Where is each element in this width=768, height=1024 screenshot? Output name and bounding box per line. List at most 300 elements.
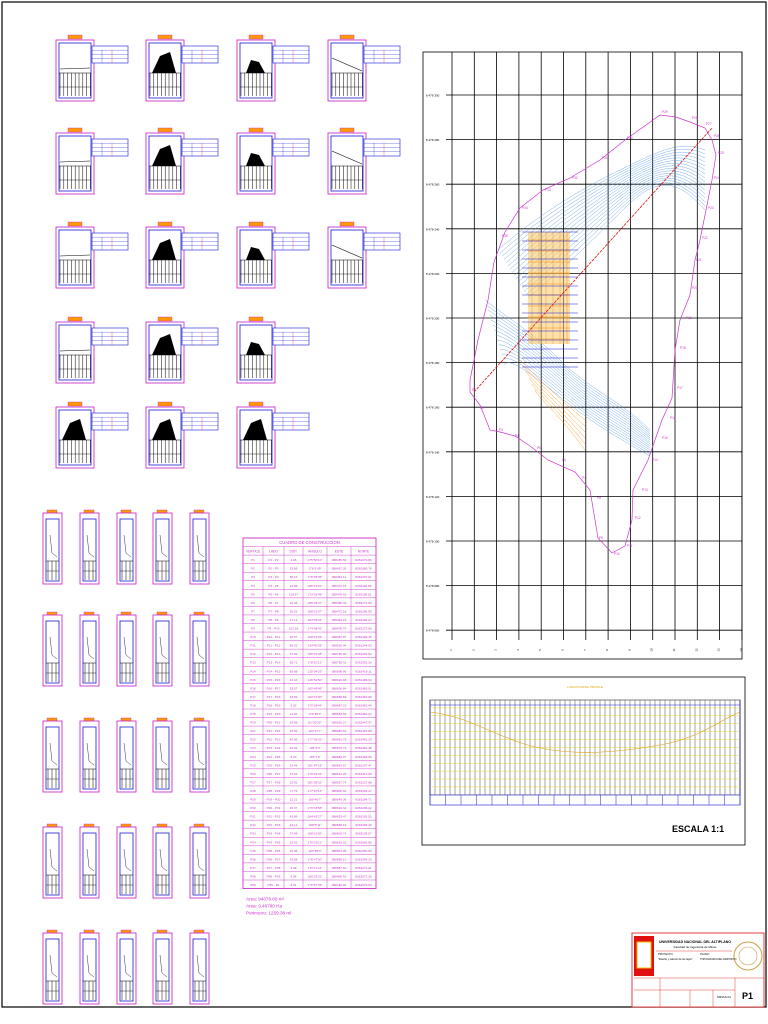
table-cell: P13 - P14 xyxy=(266,660,281,665)
table-cell: P30 - P31 xyxy=(266,806,281,811)
table-cell: 4.06 xyxy=(290,558,297,563)
easting-label: 2 xyxy=(471,649,476,651)
table-cell: 172°28'44" xyxy=(307,703,323,708)
table-cell: 388649.36 xyxy=(331,797,347,802)
table-cell: 388619.34 xyxy=(331,806,347,811)
cross-section xyxy=(146,128,218,194)
northing-label: 8 478 100 xyxy=(426,539,440,544)
table-cell: 388684.07 xyxy=(331,754,347,759)
table-cell: P34 xyxy=(250,840,256,845)
table-cell: 388728.90 xyxy=(331,652,347,657)
table-cell: 8281199.47 xyxy=(355,788,372,793)
table-cell: 160°19'30" xyxy=(307,694,323,699)
table-cell: P16 - P17 xyxy=(266,686,281,691)
table-cell: 8281299.45 xyxy=(355,635,372,640)
table-cell: P27 - P28 xyxy=(266,780,281,785)
table-cell: 181°38'33" xyxy=(307,780,323,785)
table-cell: 388567.50 xyxy=(331,865,347,870)
table-cell: 8281275.65 xyxy=(355,626,372,631)
cross-section xyxy=(328,35,400,101)
table-cell: 178°1'49" xyxy=(308,566,322,571)
faculty-name: Facultad de Ingenieria de Minas xyxy=(673,945,717,949)
plan-label: PLANO: xyxy=(700,953,710,956)
table-cell: 8281392.26 xyxy=(355,660,372,665)
table-cell: P8 xyxy=(251,617,255,622)
table-cell: 388486.46 xyxy=(331,600,347,605)
table-cell: P16 xyxy=(250,686,256,691)
table-cell: 15.35 xyxy=(289,848,298,853)
table-cell: 8281447.47 xyxy=(355,720,372,725)
table-cell: 37.02 xyxy=(289,652,298,657)
table-cell: P31 - P32 xyxy=(266,814,281,819)
easting-label: 11 xyxy=(672,648,676,652)
table-cell: 8281118.86 xyxy=(355,583,372,588)
table-cell: 8281186.99 xyxy=(355,609,372,614)
easting-label: 14 xyxy=(738,648,743,652)
table-cell: P2 xyxy=(251,566,255,571)
table-cell: P3 xyxy=(251,575,255,580)
easting-label: 3 xyxy=(493,649,498,651)
vertex-label: P28 xyxy=(692,116,698,120)
sheet-number: P1 xyxy=(742,991,754,1001)
table-header: ANGULO xyxy=(308,549,322,554)
table-cell: 135°34'25" xyxy=(307,669,323,674)
section-tag xyxy=(68,128,82,132)
vertex-label: P6 xyxy=(562,458,566,462)
table-cell: P4 - P5 xyxy=(268,583,279,588)
table-cell: 176°47'50" xyxy=(307,857,323,862)
northing-label: 8 478 140 xyxy=(426,450,440,455)
table-cell: 388437.35 xyxy=(331,566,347,571)
table-cell: 8281313.60 xyxy=(355,771,372,776)
table-cell: 8281488.64 xyxy=(355,677,372,682)
vertex-label: P30 xyxy=(627,136,633,140)
cross-section xyxy=(56,222,128,288)
table-cell: 23.52 xyxy=(289,729,298,734)
table-cell: 8281082.86 xyxy=(355,840,372,845)
table-cell: P25 xyxy=(250,763,256,768)
vertex-label: P15 xyxy=(662,436,668,440)
table-cell: P31 xyxy=(250,814,256,819)
table-cell: 180°33'22" xyxy=(307,874,323,879)
table-cell: P38 xyxy=(250,874,256,879)
table-cell: 388472.18 xyxy=(331,583,347,588)
table-cell: 15.07 xyxy=(289,806,298,811)
table-cell: 183°1'6" xyxy=(309,754,321,759)
table-cell: 184°47'7" xyxy=(308,729,322,734)
table-cell: P17 xyxy=(250,694,256,699)
table-cell: 388600.92 xyxy=(331,788,347,793)
longitudinal-profile xyxy=(422,677,745,845)
vertex-label: P33 xyxy=(545,188,551,192)
table-cell: 388496.92 xyxy=(331,874,347,879)
table-cell: 8281184.71 xyxy=(355,797,372,802)
table-cell: 388667.22 xyxy=(331,703,347,708)
table-cell: 8281079.63 xyxy=(355,883,372,887)
mini-section xyxy=(80,824,99,898)
mini-section xyxy=(153,510,172,584)
table-cell: 388435.56 xyxy=(331,558,347,563)
table-cell: P25 - P26 xyxy=(266,763,281,768)
table-cell: P37 - P38 xyxy=(266,865,281,870)
title-block xyxy=(632,933,764,1007)
vertex-label: P1 xyxy=(472,388,476,392)
section-tag xyxy=(340,128,354,132)
table-cell: 165°49'49" xyxy=(307,686,323,691)
section-tag xyxy=(158,35,172,39)
vertex-label: P34 xyxy=(522,206,528,210)
vertex-label: P13 xyxy=(642,488,648,492)
vertex-label: P14 xyxy=(652,458,658,462)
table-cell: P8 - P9 xyxy=(268,617,279,622)
table-cell: 176°35'35" xyxy=(307,575,323,580)
table-cell: 388636.84 xyxy=(331,686,347,691)
table-cell: 388627.74 xyxy=(331,780,347,785)
table-cell: 179°24'44" xyxy=(307,771,323,776)
profile-title: LONGITUDINAL PROFILE xyxy=(567,685,603,689)
mini-section xyxy=(190,718,209,792)
table-cell: 37.62 xyxy=(289,771,298,776)
table-cell: 8281079.86 xyxy=(355,558,372,563)
cross-section xyxy=(237,402,309,468)
table-cell: P19 - P20 xyxy=(266,712,281,716)
plan-frame xyxy=(423,52,742,659)
cross-section xyxy=(56,35,128,101)
scale-label: ESCALA 1:1 xyxy=(672,824,725,834)
section-tag xyxy=(340,222,354,226)
northing-label: 8 478 180 xyxy=(426,361,440,366)
table-cell: 45.66 xyxy=(289,737,298,742)
vertex-label: P3 xyxy=(499,428,503,432)
table-cell: 388691.75 xyxy=(331,737,347,742)
table-cell: 36.16 xyxy=(289,575,298,580)
table-cell: 388451.11 xyxy=(331,575,347,580)
cross-section xyxy=(146,317,218,383)
section-tag xyxy=(68,317,82,321)
easting-label: 9 xyxy=(627,649,632,651)
project-label: PROYECTO: xyxy=(658,953,674,956)
table-cell: 11.26 xyxy=(289,712,298,716)
table-cell: 23.59 xyxy=(289,694,298,699)
section-tag xyxy=(158,128,172,132)
table-cell: 176°11'12" xyxy=(307,865,323,870)
table-cell: 177°10'13" xyxy=(307,788,323,793)
table-cell: 180°40'7" xyxy=(308,797,322,802)
table-cell: P21 xyxy=(250,729,256,734)
table-cell: 158°14'49" xyxy=(307,635,323,640)
table-cell: 173°31'49" xyxy=(307,592,323,597)
table-cell: 17.76 xyxy=(289,788,298,793)
table-cell: 134°40'29" xyxy=(307,643,323,648)
table-cell: 388478.63 xyxy=(331,592,347,597)
vertex-label: P12 xyxy=(635,516,641,520)
table-cell: 174°38'41" xyxy=(307,626,323,631)
section-tag xyxy=(340,35,354,39)
table-cell: P1 xyxy=(251,558,255,563)
table-cell: 176°18'58" xyxy=(307,806,323,811)
mini-section xyxy=(43,930,62,1004)
mini-section xyxy=(117,718,136,792)
table-cell: P12 xyxy=(250,652,256,657)
northing-label: 8 478 120 xyxy=(426,494,440,499)
table-cell: 8281054.25 xyxy=(355,857,372,862)
vertex-label: P22 xyxy=(702,236,708,240)
table-cell: 178°10'13" xyxy=(307,660,323,665)
table-cell: P6 - P7 xyxy=(268,600,279,605)
table-cell: 8281237.88 xyxy=(355,780,372,785)
table-cell: 388658.59 xyxy=(331,694,347,699)
easting-label: 4 xyxy=(515,649,520,651)
mini-section xyxy=(43,612,62,686)
table-cell: P14 - P15 xyxy=(266,669,281,674)
table-cell: 8281401.30 xyxy=(355,737,372,742)
section-tag xyxy=(158,222,172,226)
table-cell: P38 - P39 xyxy=(266,874,281,879)
table-cell: P2 - P3 xyxy=(268,566,279,571)
table-cell: 26.58 xyxy=(289,720,298,725)
table-cell: P12 - P13 xyxy=(266,652,281,657)
block-model xyxy=(528,232,570,344)
cross-section xyxy=(56,317,128,383)
table-cell: P20 xyxy=(250,720,256,725)
table-cell: 8281097.61 xyxy=(355,575,372,580)
section-tag xyxy=(68,35,82,39)
table-cell: 388603.74 xyxy=(331,831,347,836)
table-cell: 13.43 xyxy=(289,677,298,682)
logo-shield-icon xyxy=(637,942,651,968)
table-header: DIST. xyxy=(289,549,298,554)
mini-section xyxy=(43,824,62,898)
cross-section xyxy=(56,402,128,468)
table-cell: P9 xyxy=(251,626,255,631)
table-cell: 8281169.40 xyxy=(355,823,372,828)
vertex-label: P25 xyxy=(718,151,724,155)
table-cell: 8281155.55 xyxy=(355,814,372,819)
table-cell: P33 - P34 xyxy=(266,831,281,836)
university-name: UNIVERSIDAD NACIONAL DEL ALTIPLANO xyxy=(658,940,732,944)
easting-label: 5 xyxy=(538,649,543,651)
table-cell: 6.52 xyxy=(290,703,297,708)
table-cell: 388726.41 xyxy=(331,660,347,665)
table-cell: 184°6'3" xyxy=(309,746,321,751)
table-cell: 183°58'0" xyxy=(308,848,322,853)
table-cell: P39 - P1 xyxy=(267,883,280,887)
mini-section xyxy=(43,510,62,584)
section-tag xyxy=(249,128,263,132)
table-cell: 8281462.44 xyxy=(355,703,372,708)
table-cell: P26 - P27 xyxy=(266,771,281,776)
vertex-label: P23 xyxy=(708,206,714,210)
table-cell: 146°52'50" xyxy=(307,677,323,682)
vertex-label: P20 xyxy=(692,286,698,290)
table-cell: 8281418.11 xyxy=(355,669,372,674)
table-cell: P5 xyxy=(251,592,255,597)
table-cell: 8281332.52 xyxy=(355,652,372,657)
table-cell: 388526.44 xyxy=(331,643,347,648)
table-cell: 8281206.22 xyxy=(355,806,372,811)
table-cell: 388601.95 xyxy=(331,848,347,853)
table-cell: 177°39'33" xyxy=(307,737,323,742)
vertex-label: P24 xyxy=(714,176,720,180)
table-cell: P32 xyxy=(250,823,256,828)
table-cell: P24 - P25 xyxy=(266,754,281,759)
table-cell: 388493.22 xyxy=(331,617,347,622)
mini-sections-group xyxy=(43,510,209,1004)
table-header: VERTICE xyxy=(245,549,261,554)
table-header: LADO xyxy=(269,549,278,554)
table-cell: P32 - P33 xyxy=(266,823,281,828)
cross-section xyxy=(146,222,218,288)
northing-label: 8 478 080 xyxy=(426,584,440,589)
table-cell: P35 - P36 xyxy=(266,848,281,853)
table-cell: 8281337.47 xyxy=(355,763,372,768)
table-cell: 17.12 xyxy=(289,617,298,622)
table-cell: 388679.79 xyxy=(331,746,347,751)
table-cell: 43.06 xyxy=(289,814,298,819)
table-cell: 16.82 xyxy=(289,746,298,751)
table-cell: 8281452.23 xyxy=(355,712,372,716)
vertex-label: P26 xyxy=(714,134,720,138)
table-cell: 8281423.88 xyxy=(355,729,372,734)
table-cell: P4 xyxy=(251,583,255,588)
easting-label: 8 xyxy=(605,649,610,651)
cross-section xyxy=(56,128,128,194)
table-cell: 8281344.02 xyxy=(355,643,372,648)
vertex-label: P8 xyxy=(597,496,601,500)
section-tag xyxy=(158,317,172,321)
table-cell: 388668.19 xyxy=(331,823,347,828)
table-cell: P14 xyxy=(250,669,256,674)
table-cell: 85.32 xyxy=(289,643,298,648)
table-cell: 8281368.65 xyxy=(355,754,372,759)
table-cell: 8281174.80 xyxy=(355,600,372,605)
table-cell: 188°21'57" xyxy=(307,609,323,614)
table-cell: 12.21 xyxy=(289,797,298,802)
northing-label: 8 478 260 xyxy=(426,182,440,187)
table-cell: P23 - P24 xyxy=(266,746,281,751)
table-cell: P1 - P2 xyxy=(268,558,279,563)
mini-section xyxy=(190,612,209,686)
table-cell: 8281050.83 xyxy=(355,848,372,853)
construction-table xyxy=(243,538,376,916)
table-cell: 388623.47 xyxy=(331,814,347,819)
mini-section xyxy=(117,824,136,898)
area-ha: Area: 9.46780 Ha xyxy=(246,903,283,909)
table-cell: P19 xyxy=(250,712,256,716)
table-cell: P28 - P29 xyxy=(266,788,281,793)
table-cell: P23 xyxy=(250,746,256,751)
vertex-label: P4 xyxy=(515,434,519,438)
mini-section xyxy=(43,718,62,792)
table-cell: 388598.96 xyxy=(331,669,347,674)
northing-label: 8 478 220 xyxy=(426,271,440,276)
vertex-label: P16 xyxy=(670,416,676,420)
table-cell: P36 xyxy=(250,857,256,862)
cross-section xyxy=(237,317,309,383)
mini-section xyxy=(190,510,209,584)
vertex-label: P17 xyxy=(677,386,683,390)
mini-section xyxy=(190,930,209,1004)
table-cell: 8281072.26 xyxy=(355,874,372,879)
easting-label: 10 xyxy=(649,648,654,652)
table-cell: 8281463.60 xyxy=(355,694,372,699)
table-cell: 184°49'24" xyxy=(307,617,323,622)
table-cell: 388472.18 xyxy=(331,609,347,614)
mini-section xyxy=(117,510,136,584)
cross-section xyxy=(146,35,218,101)
profile-body xyxy=(430,700,740,805)
mini-section xyxy=(80,718,99,792)
easting-label: 12 xyxy=(694,648,699,652)
table-cell: P34 - P35 xyxy=(266,840,281,845)
northing-label: 8 478 160 xyxy=(426,405,440,410)
vertex-label: P18 xyxy=(680,346,686,350)
table-cell: P18 xyxy=(250,703,256,708)
table-cell: 5.54 xyxy=(290,874,297,879)
table-cell: 8281138.57 xyxy=(355,831,372,836)
project-text: "Diseño y calculo de los tajos" xyxy=(658,958,693,961)
table-cell: 56.68 xyxy=(289,669,298,674)
table-cell: 118.57 xyxy=(288,592,299,597)
table-cell: 388686.52 xyxy=(331,729,347,734)
cross-section xyxy=(237,128,309,194)
vertex-label: P19 xyxy=(686,316,692,320)
section-tag xyxy=(158,402,172,406)
easting-label: 6 xyxy=(560,649,565,651)
vertex-label: P11 xyxy=(627,544,633,548)
table-header: NORTE xyxy=(357,549,370,554)
mini-section xyxy=(153,824,172,898)
section-tag xyxy=(68,222,82,226)
vertex-label: P5 xyxy=(537,446,541,450)
table-cell: 388663.57 xyxy=(331,763,347,768)
table-cell: P11 xyxy=(250,643,256,648)
cross-section xyxy=(237,222,309,288)
plan-text: TOPOGRAFIA DEL DEPOSITO xyxy=(700,958,737,961)
cross-section xyxy=(237,35,309,101)
table-cell: 23.03 xyxy=(289,840,298,845)
table-cell: P11 - P12 xyxy=(266,643,281,648)
table-cell: 8281080.76 xyxy=(355,566,372,571)
table-cell: 68.73 xyxy=(289,660,298,665)
table-cell: P21 - P22 xyxy=(266,729,281,734)
table-cell: P17 - P18 xyxy=(266,694,281,699)
vertex-label: P29 xyxy=(662,110,668,114)
table-cell: 81°30'20" xyxy=(308,720,322,725)
table-cell: 26.57 xyxy=(289,635,298,640)
table-cell: P22 - P23 xyxy=(266,737,281,742)
easting-label: 1 xyxy=(449,649,453,651)
table-cell: 4.68 xyxy=(290,865,297,870)
section-tag xyxy=(249,35,263,39)
table-cell: P15 xyxy=(250,677,256,682)
mini-section xyxy=(190,824,209,898)
table-cell: P13 xyxy=(250,660,256,665)
table-cell: 185°28'47" xyxy=(307,600,323,605)
table-cell: 16.46 xyxy=(289,600,298,605)
table-cell: P29 xyxy=(250,797,256,802)
perimeter: Perimetro: 1259.38 ml xyxy=(246,910,292,916)
table-cell: 23.95 xyxy=(289,566,298,571)
table-cell: P24 xyxy=(250,754,256,759)
vertex-label: P21 xyxy=(696,258,702,262)
topographic-plan xyxy=(423,52,743,659)
vertex-label: P32 xyxy=(572,176,578,180)
table-cell: 37.48 xyxy=(289,831,298,836)
table-cell: P33 xyxy=(250,831,256,836)
table-cell: 8281076.21 xyxy=(355,865,372,870)
section-tag xyxy=(68,402,82,406)
